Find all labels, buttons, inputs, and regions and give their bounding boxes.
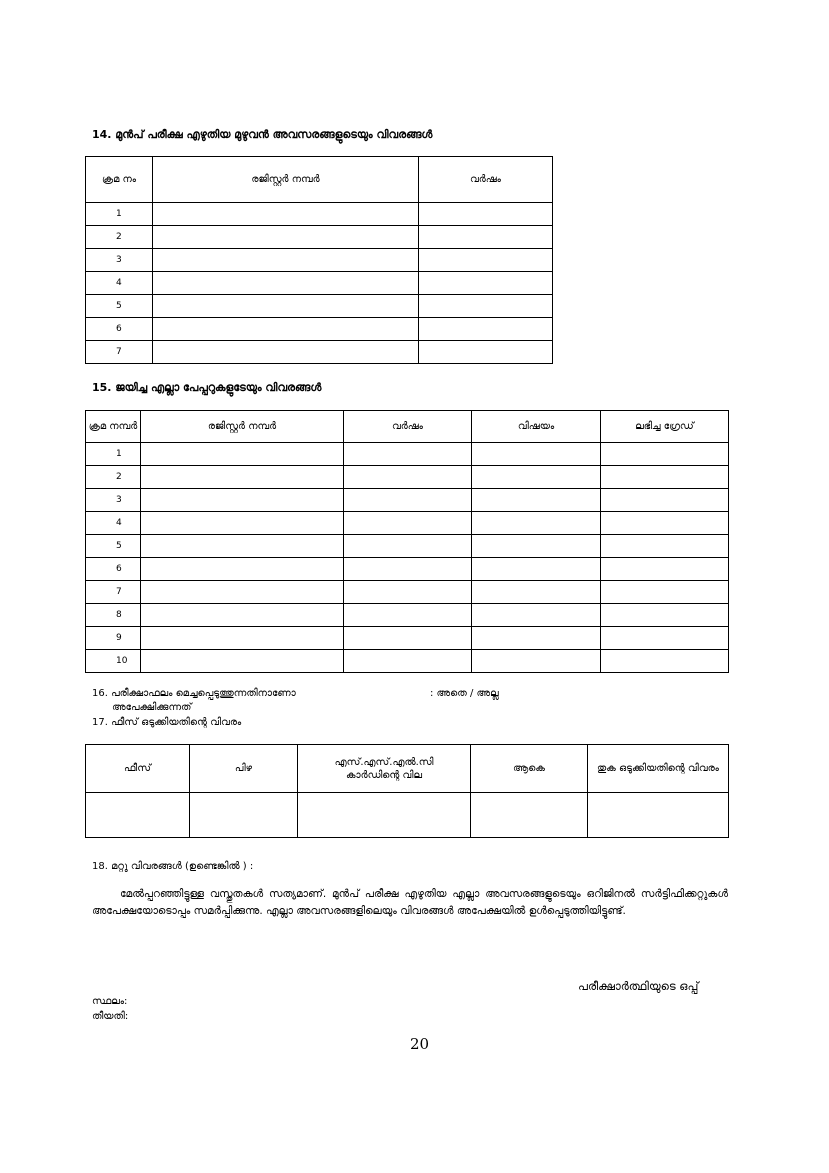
section15-title: 15. ജയിച്ച എല്ലാ പേപ്പറുകളുടേയും വിവരങ്ങൾ bbox=[92, 381, 322, 394]
table-cell[interactable] bbox=[141, 558, 344, 581]
table-row bbox=[86, 489, 729, 512]
table-cell[interactable] bbox=[419, 203, 553, 226]
row-serial-number: 4 bbox=[86, 272, 153, 295]
passed-papers-table bbox=[85, 410, 729, 673]
table-cell[interactable] bbox=[141, 627, 344, 650]
table-cell[interactable] bbox=[153, 203, 419, 226]
row-serial-number: 4 bbox=[86, 512, 141, 535]
table-cell[interactable] bbox=[153, 295, 419, 318]
section16-answer-options: : അതെ / അല്ല bbox=[430, 688, 499, 699]
table-cell[interactable] bbox=[419, 272, 553, 295]
table-cell[interactable] bbox=[419, 249, 553, 272]
table-cell[interactable] bbox=[601, 650, 729, 673]
row-serial-number: 1 bbox=[86, 203, 153, 226]
table-row bbox=[86, 249, 553, 272]
table-cell[interactable] bbox=[472, 443, 601, 466]
table-row bbox=[86, 203, 553, 226]
table-cell[interactable] bbox=[344, 581, 472, 604]
table-cell[interactable] bbox=[153, 341, 419, 364]
table-row bbox=[86, 535, 729, 558]
table-row bbox=[86, 627, 729, 650]
table-cell[interactable] bbox=[344, 489, 472, 512]
section16-question: 16. പരീക്ഷാഫലം മെച്ചപ്പെടുത്തുന്നതിനാണോ bbox=[92, 688, 296, 699]
table-cell[interactable] bbox=[344, 443, 472, 466]
col-header-fee: ഫീസ് bbox=[86, 745, 190, 793]
row-serial-number: 6 bbox=[86, 558, 141, 581]
table-cell[interactable] bbox=[344, 512, 472, 535]
fee-cell[interactable] bbox=[86, 793, 190, 838]
table-cell[interactable] bbox=[472, 558, 601, 581]
table-cell[interactable] bbox=[344, 558, 472, 581]
table-cell[interactable] bbox=[601, 604, 729, 627]
table-row bbox=[86, 272, 553, 295]
section18-title: 18. മറ്റു വിവരങ്ങൾ (ഉണ്ടെങ്കിൽ ) : bbox=[92, 861, 254, 872]
table-cell[interactable] bbox=[472, 535, 601, 558]
row-serial-number: 8 bbox=[86, 604, 141, 627]
table-cell[interactable] bbox=[153, 318, 419, 341]
table-row bbox=[86, 604, 729, 627]
table-cell[interactable] bbox=[472, 512, 601, 535]
table-cell[interactable] bbox=[419, 226, 553, 249]
page-number: 20 bbox=[410, 1035, 430, 1053]
table-row bbox=[86, 318, 553, 341]
table-cell[interactable] bbox=[472, 627, 601, 650]
total-cell[interactable] bbox=[471, 793, 588, 838]
candidate-signature-label: പരീക്ഷാർത്ഥിയുടെ ഒപ്പ് bbox=[578, 979, 699, 993]
section16-question-cont: അപേക്ഷിക്കുന്നത് bbox=[112, 702, 192, 713]
row-serial-number: 9 bbox=[86, 627, 141, 650]
table-row bbox=[86, 443, 729, 466]
declaration-text: മേൽപ്പറഞ്ഞിട്ടുള്ള വസ്തുതകൾ സത്യമാണ്. മുൻപ് പരീക്ഷ എഴുതിയ എല്ലാ അവസരങ്ങളുടെയും ഒറിജിനൽ സർട്ടിഫിക്കറ്റുകൾ അപേക്ഷയോടൊപ്പം സമർപ്പിക്കുന്നു. എല്ലാ അവസരങ്ങളിലെയും വിവരങ്ങൾ അപേക്ഷയിൽ ഉൾപ്പെടുത്തിയിട്ടുണ്ട്. bbox=[92, 888, 728, 917]
table-row bbox=[86, 650, 729, 673]
table-cell[interactable] bbox=[344, 604, 472, 627]
col-header-year: വർഷം bbox=[419, 157, 553, 203]
table-cell[interactable] bbox=[472, 650, 601, 673]
payment-details-cell[interactable] bbox=[588, 793, 729, 838]
table-cell[interactable] bbox=[601, 581, 729, 604]
row-serial-number: 6 bbox=[86, 318, 153, 341]
table-cell[interactable] bbox=[344, 650, 472, 673]
table-cell[interactable] bbox=[601, 558, 729, 581]
table-cell[interactable] bbox=[601, 627, 729, 650]
col-header-grade: ലഭിച്ച ഗ്രേഡ് bbox=[601, 411, 729, 443]
table-cell[interactable] bbox=[153, 249, 419, 272]
row-serial-number: 5 bbox=[86, 295, 153, 318]
table-cell[interactable] bbox=[472, 466, 601, 489]
previous-attempts-table bbox=[85, 156, 553, 364]
table-row bbox=[86, 466, 729, 489]
col-header-register-number: രജിസ്റ്റർ നമ്പർ bbox=[141, 411, 344, 443]
table-row bbox=[86, 295, 553, 318]
table-cell[interactable] bbox=[141, 650, 344, 673]
col-header-serial: ക്രമ നമ്പർ bbox=[86, 411, 141, 443]
table-cell[interactable] bbox=[344, 627, 472, 650]
table-row bbox=[86, 226, 553, 249]
col-header-serial: ക്രമ നം bbox=[86, 157, 153, 203]
fine-cell[interactable] bbox=[190, 793, 298, 838]
col-header-card-price: എസ്.എസ്.എൽ.സി കാർഡിന്റെ വില bbox=[298, 745, 471, 793]
place-label: സ്ഥലം: bbox=[92, 996, 128, 1007]
row-serial-number: 1 bbox=[86, 443, 141, 466]
table-cell[interactable] bbox=[141, 581, 344, 604]
row-serial-number: 3 bbox=[86, 249, 153, 272]
table-cell[interactable] bbox=[419, 295, 553, 318]
table-cell[interactable] bbox=[472, 581, 601, 604]
table-row bbox=[86, 512, 729, 535]
table-cell[interactable] bbox=[141, 489, 344, 512]
table-row bbox=[86, 558, 729, 581]
table-cell[interactable] bbox=[141, 443, 344, 466]
table-cell[interactable] bbox=[601, 489, 729, 512]
row-serial-number: 7 bbox=[86, 341, 153, 364]
fee-payment-table bbox=[85, 744, 729, 838]
table-cell[interactable] bbox=[601, 512, 729, 535]
col-header-register-number: രജിസ്റ്റർ നമ്പർ bbox=[153, 157, 419, 203]
col-header-total: ആകെ bbox=[471, 745, 588, 793]
row-serial-number: 7 bbox=[86, 581, 141, 604]
table-cell[interactable] bbox=[601, 535, 729, 558]
col-header-subject: വിഷയം bbox=[472, 411, 601, 443]
table-cell[interactable] bbox=[419, 318, 553, 341]
table-cell[interactable] bbox=[141, 466, 344, 489]
row-serial-number: 2 bbox=[86, 226, 153, 249]
section14-title: 14. മുൻപ് പരീക്ഷ എഴുതിയ മുഴുവൻ അവസരങ്ങളുടെയും വിവരങ്ങൾ bbox=[92, 128, 433, 141]
section17-title: 17. ഫീസ് ഒടുക്കിയതിന്റെ വിവരം bbox=[92, 717, 242, 728]
table-cell[interactable] bbox=[344, 535, 472, 558]
col-header-fine: പിഴ bbox=[190, 745, 298, 793]
card-price-cell[interactable] bbox=[298, 793, 471, 838]
table-cell[interactable] bbox=[472, 604, 601, 627]
table-cell[interactable] bbox=[141, 512, 344, 535]
table-cell[interactable] bbox=[601, 443, 729, 466]
table-cell[interactable] bbox=[344, 466, 472, 489]
row-serial-number: 10 bbox=[86, 650, 141, 673]
date-label: തീയതി: bbox=[92, 1011, 129, 1022]
table-cell[interactable] bbox=[472, 489, 601, 512]
table-cell[interactable] bbox=[141, 535, 344, 558]
row-serial-number: 5 bbox=[86, 535, 141, 558]
col-header-year: വർഷം bbox=[344, 411, 472, 443]
table-cell[interactable] bbox=[153, 226, 419, 249]
table-cell[interactable] bbox=[141, 604, 344, 627]
table-cell[interactable] bbox=[153, 272, 419, 295]
table-cell[interactable] bbox=[419, 341, 553, 364]
row-serial-number: 3 bbox=[86, 489, 141, 512]
row-serial-number: 2 bbox=[86, 466, 141, 489]
col-header-payment-details: തുക ഒടുക്കിയതിന്റെ വിവരം bbox=[588, 745, 729, 793]
table-row bbox=[86, 341, 553, 364]
table-cell[interactable] bbox=[601, 466, 729, 489]
table-row bbox=[86, 581, 729, 604]
